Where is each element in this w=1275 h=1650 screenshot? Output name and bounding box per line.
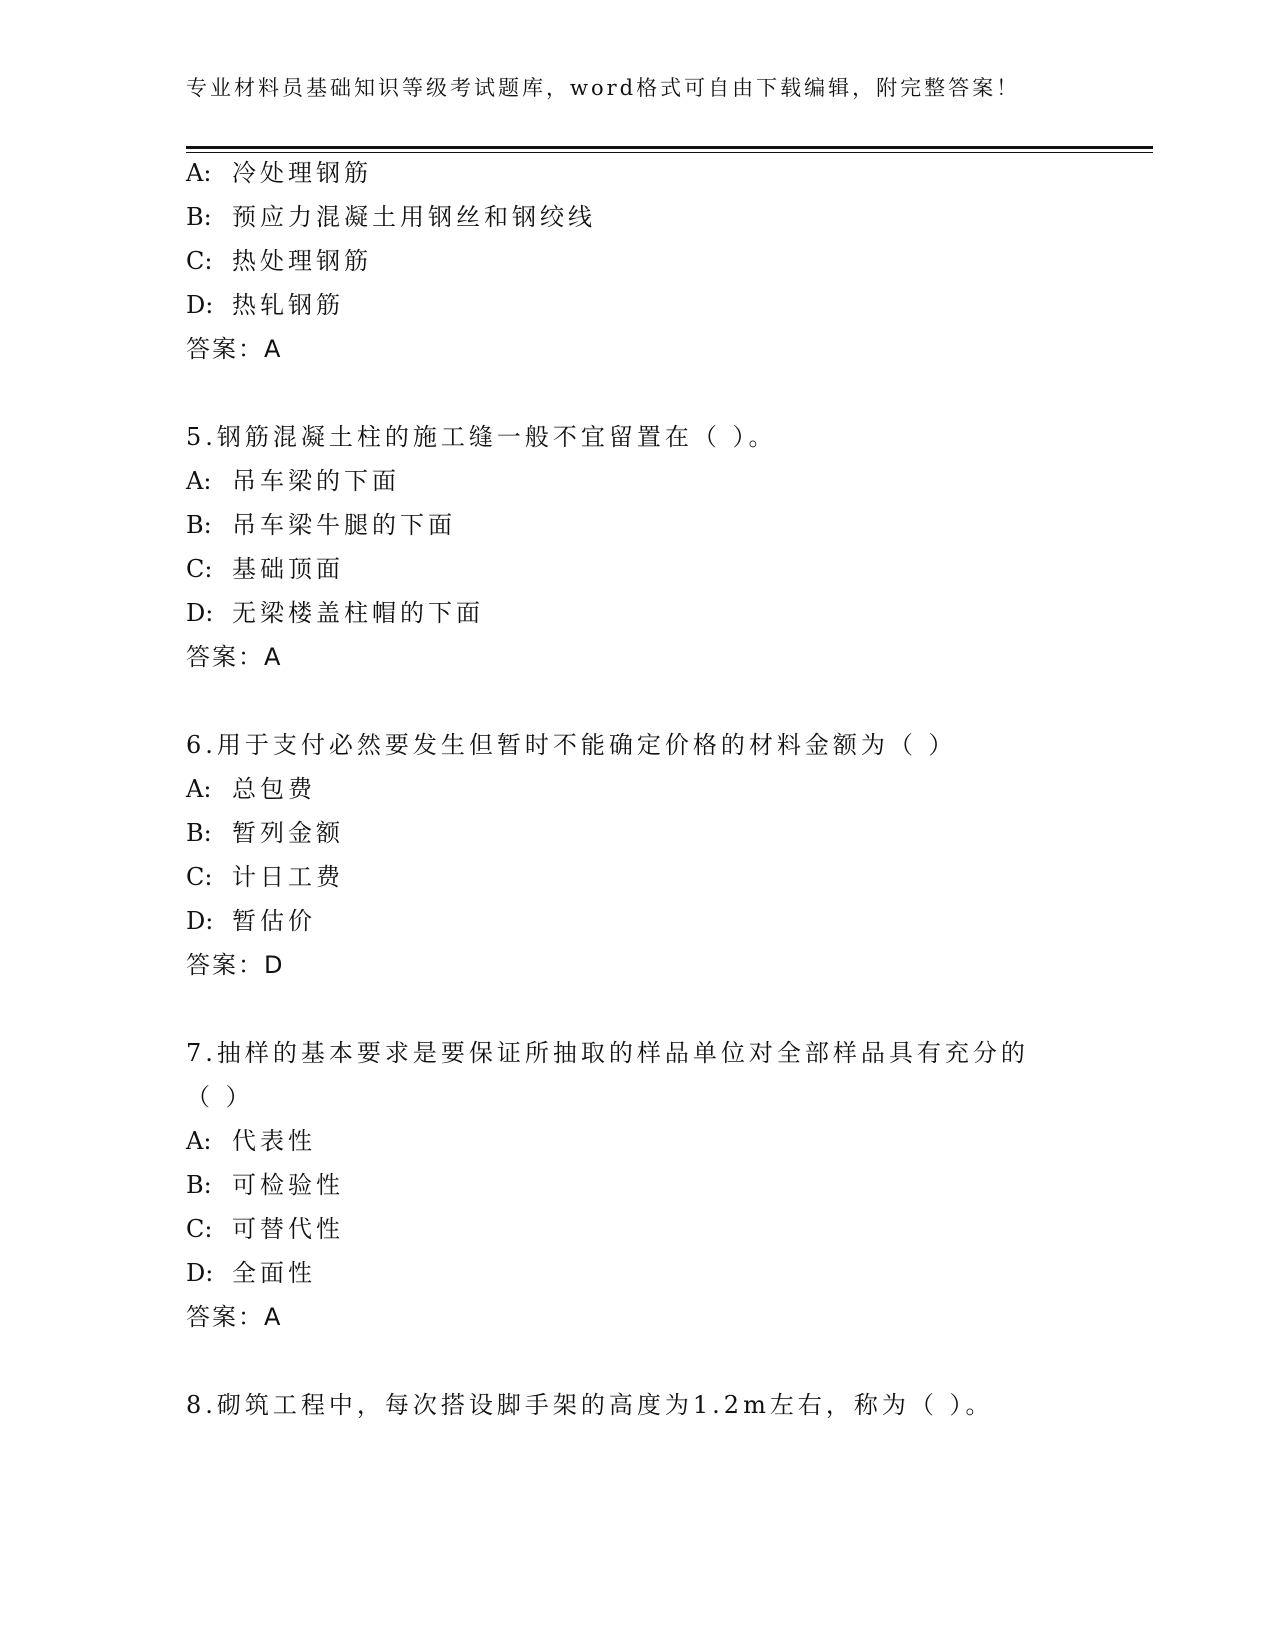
option-text: 可检验性 xyxy=(232,1171,344,1199)
page-header: 专业材料员基础知识等级考试题库，word格式可自由下载编辑，附完整答案！ xyxy=(186,76,1021,100)
option-letter: B: xyxy=(186,1171,212,1199)
option-item xyxy=(186,1257,316,1289)
option-item xyxy=(186,773,316,805)
option-text: 无梁楼盖柱帽的下面 xyxy=(232,599,484,627)
option-item xyxy=(186,1169,344,1201)
option-item xyxy=(186,861,344,893)
option-item xyxy=(186,201,596,233)
option-letter: B: xyxy=(186,819,212,847)
option-letter: A: xyxy=(186,159,212,187)
option-item xyxy=(186,817,344,849)
option-item xyxy=(186,553,344,585)
option-item xyxy=(186,1125,316,1157)
option-text: 暂列金额 xyxy=(232,819,344,847)
answer-line: 答案：A xyxy=(186,643,283,671)
answer-line: 答案：D xyxy=(186,951,285,979)
answer-line: 答案：A xyxy=(186,335,283,363)
question-text: 6.用于支付必然要发生但暂时不能确定价格的材料金额为（ ） xyxy=(186,731,957,759)
option-letter: A: xyxy=(186,775,212,803)
option-item xyxy=(186,597,484,629)
option-letter: B: xyxy=(186,511,212,539)
header-divider xyxy=(186,146,1153,149)
option-text: 吊车梁牛腿的下面 xyxy=(232,511,456,539)
option-text: 热轧钢筋 xyxy=(232,291,344,319)
option-text: 可替代性 xyxy=(232,1215,344,1243)
option-text: 全面性 xyxy=(232,1259,316,1287)
option-item xyxy=(186,905,316,937)
option-letter: C: xyxy=(186,555,213,583)
question-text-continued: （ ） xyxy=(186,1083,254,1111)
option-item xyxy=(186,245,372,277)
option-letter: B: xyxy=(186,203,212,231)
option-letter: D: xyxy=(186,907,214,935)
header-divider-thin xyxy=(186,152,1153,153)
option-text: 热处理钢筋 xyxy=(232,247,372,275)
option-text: 冷处理钢筋 xyxy=(232,159,372,187)
option-item xyxy=(186,509,456,541)
option-text: 暂估价 xyxy=(232,907,316,935)
option-text: 预应力混凝土用钢丝和钢绞线 xyxy=(232,203,596,231)
option-text: 计日工费 xyxy=(232,863,344,891)
option-letter: A: xyxy=(186,1127,212,1155)
option-text: 总包费 xyxy=(232,775,316,803)
option-text: 吊车梁的下面 xyxy=(232,467,400,495)
option-letter: D: xyxy=(186,1259,214,1287)
answer-line: 答案：A xyxy=(186,1303,283,1331)
option-letter: D: xyxy=(186,291,214,319)
option-letter: A: xyxy=(186,467,212,495)
question-text: 5.钢筋混凝土柱的施工缝一般不宜留置在（ ）。 xyxy=(186,423,777,451)
option-text: 代表性 xyxy=(232,1127,316,1155)
question-text: 8.砌筑工程中，每次搭设脚手架的高度为1.2m左右，称为（ ）。 xyxy=(186,1391,994,1419)
option-item xyxy=(186,289,344,321)
question-text: 7.抽样的基本要求是要保证所抽取的样品单位对全部样品具有充分的 xyxy=(186,1039,1029,1067)
option-letter: C: xyxy=(186,247,213,275)
option-letter: C: xyxy=(186,863,213,891)
option-item xyxy=(186,157,372,189)
option-item xyxy=(186,465,400,497)
option-item xyxy=(186,1213,344,1245)
option-letter: C: xyxy=(186,1215,213,1243)
option-letter: D: xyxy=(186,599,214,627)
option-text: 基础顶面 xyxy=(232,555,344,583)
